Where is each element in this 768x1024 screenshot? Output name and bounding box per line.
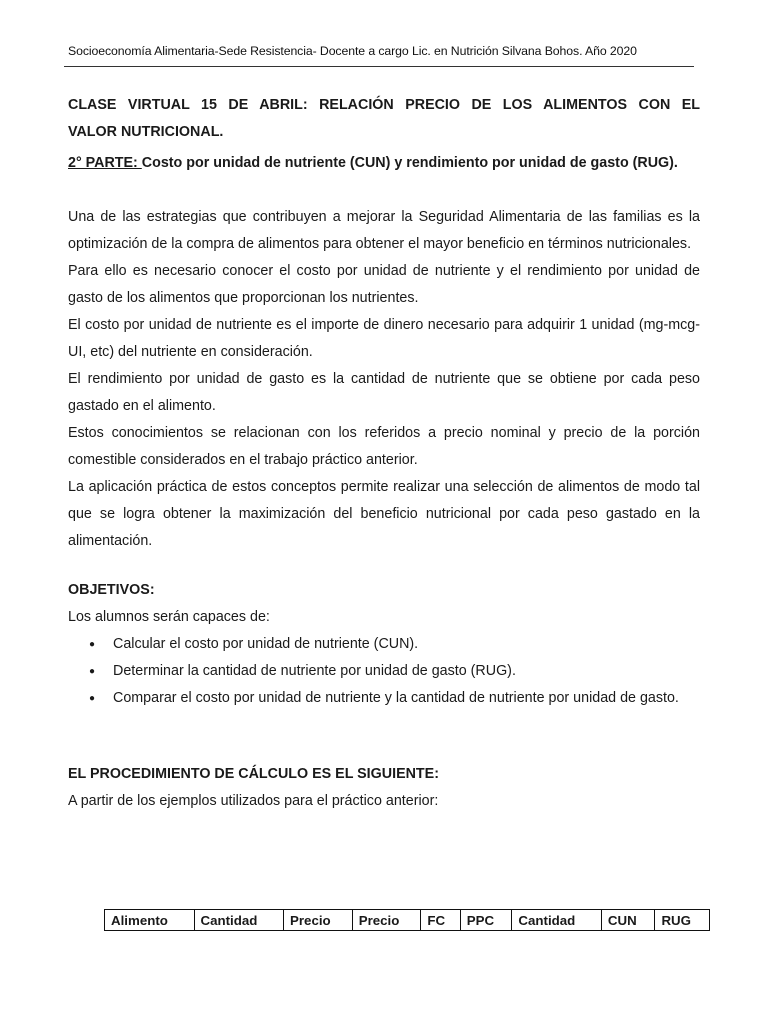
bullet-icon: ● (89, 639, 96, 650)
title-line-2: VALOR NUTRICIONAL. (68, 124, 224, 140)
paragraph: La aplicación práctica de estos conceptos permite realizar una selección de alimentos de modo tal que se logra obtener la maximización del beneficio nutricional por cada peso gastado en la alimentación. (68, 479, 700, 549)
objetivos-intro: Los alumnos serán capaces de: (68, 609, 270, 625)
list-item (89, 658, 700, 685)
table-header-cell: RUG (655, 910, 710, 931)
paragraph: El rendimiento por unidad de gasto es la cantidad de nutriente que se obtiene por cada peso gastado en el alimento. (68, 371, 700, 414)
objetivos-heading: OBJETIVOS: (68, 582, 155, 598)
bullet-icon: ● (89, 693, 96, 704)
paragraph: Para ello es necesario conocer el costo por unidad de nutriente y el rendimiento por unidad de gasto de los alimentos que proporcionan los nutrientes. (68, 263, 700, 306)
page-header: Socioeconomía Alimentaria-Sede Resistencia- Docente a cargo Lic. en Nutrición Silvana Bohos. Año 2020 (68, 44, 637, 58)
procedimiento-heading: EL PROCEDIMIENTO DE CÁLCULO ES EL SIGUIENTE: (68, 766, 439, 782)
table-header-cell: Cantidad (512, 910, 602, 931)
paragraph: El costo por unidad de nutriente es el importe de dinero necesario para adquirir 1 unidad (mg-mcg- UI, etc) del nutriente en consideración. (68, 317, 700, 360)
header-divider (64, 66, 694, 67)
list-item (89, 685, 700, 712)
table-header-cell: Cantidad (194, 910, 284, 931)
paragraph: Estos conocimientos se relacionan con los referidos a precio nominal y precio de la porción comestible considerados en el trabajo práctico anterior. (68, 425, 700, 468)
spacer (68, 177, 700, 204)
list-item (89, 631, 700, 658)
spacer (68, 739, 700, 761)
paragraph: Una de las estrategias que contribuyen a mejorar la Seguridad Alimentaria de las familias es la optimización de la compra de alimentos para obtener el mayor beneficio en términos nutricionales. (68, 209, 700, 252)
list-item-text: Calcular el costo por unidad de nutriente (CUN). (113, 636, 419, 652)
table-header-cell: Precio (284, 910, 353, 931)
table-header-cell: FC (421, 910, 460, 931)
calculation-table (104, 909, 710, 931)
list-item-text: Determinar la cantidad de nutriente por unidad de gasto (RUG). (113, 663, 516, 679)
table-header-cell: PPC (460, 910, 512, 931)
title-line-1: CLASE VIRTUAL 15 DE ABRIL: RELACIÓN PRECIO DE LOS ALIMENTOS CON EL (68, 97, 700, 113)
objetivos-list (68, 631, 700, 712)
section-subtitle (68, 150, 700, 177)
document-body (68, 92, 700, 815)
subtitle-prefix: 2° PARTE: (68, 155, 142, 171)
spacer (68, 712, 700, 739)
subtitle-text: Costo por unidad de nutriente (CUN) y rendimiento por unidad de gasto (RUG). (141, 155, 678, 171)
table-header-cell: Alimento (105, 910, 195, 931)
table-header-cell: CUN (601, 910, 655, 931)
bullet-icon: ● (89, 666, 96, 677)
spacer (68, 555, 700, 577)
table-header-cell: Precio (352, 910, 421, 931)
procedimiento-intro: A partir de los ejemplos utilizados para el práctico anterior: (68, 793, 439, 809)
table-header-row (105, 910, 710, 931)
list-item-text: Comparar el costo por unidad de nutriente y la cantidad de nutriente por unidad de gasto. (113, 690, 679, 706)
